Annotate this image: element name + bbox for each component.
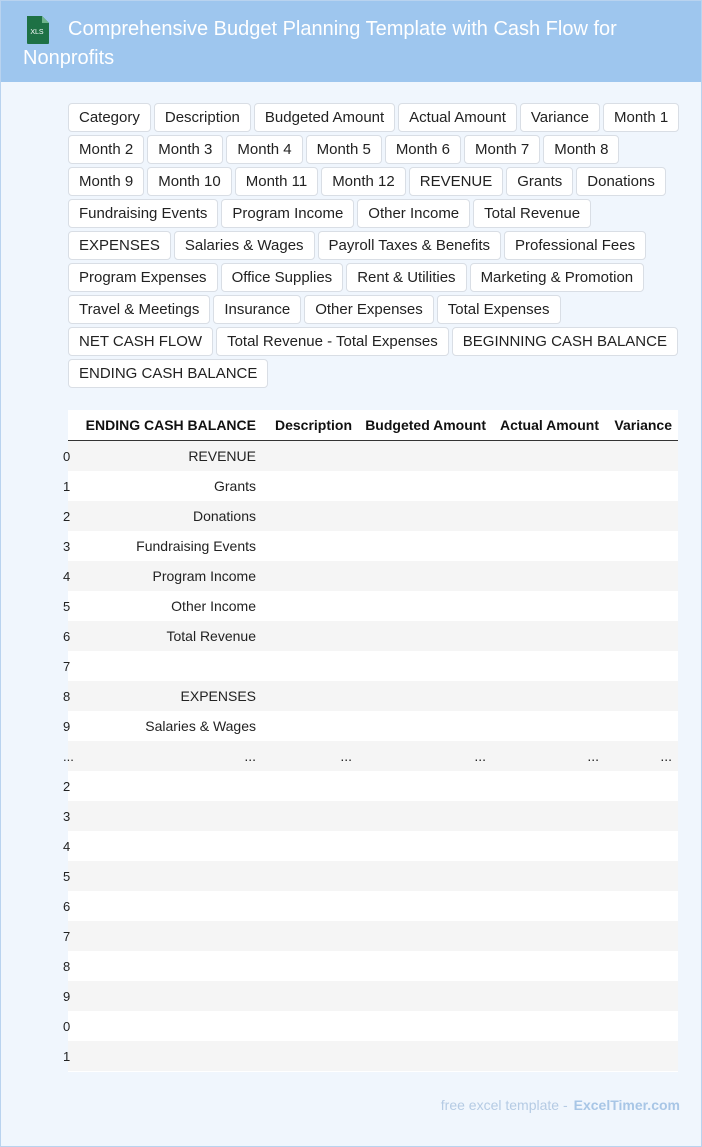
data-table	[63, 410, 678, 1071]
tag-item[interactable]: Grants	[506, 167, 573, 196]
table-cell	[605, 561, 678, 591]
tag-item[interactable]: REVENUE	[409, 167, 504, 196]
table-cell	[262, 531, 358, 561]
tag-item[interactable]: Month 10	[147, 167, 232, 196]
table-cell	[605, 801, 678, 831]
table-cell: Total Revenue	[74, 621, 262, 651]
table-cell	[358, 501, 492, 531]
tag-item[interactable]: Month 7	[464, 135, 540, 164]
table-cell: ...	[605, 741, 678, 771]
table-row	[68, 951, 678, 981]
table-cell	[262, 501, 358, 531]
tag-item[interactable]: Payroll Taxes & Benefits	[318, 231, 501, 260]
tag-item[interactable]: Month 4	[226, 135, 302, 164]
tag-item[interactable]: Budgeted Amount	[254, 103, 395, 132]
row-index: 6	[63, 628, 71, 644]
table-cell: Grants	[74, 471, 262, 501]
table-cell	[605, 771, 678, 801]
tag-item[interactable]: NET CASH FLOW	[68, 327, 213, 356]
tag-item[interactable]: Office Supplies	[221, 263, 344, 292]
table-cell: REVENUE	[74, 441, 262, 472]
table-row	[68, 471, 678, 501]
table-cell	[492, 681, 605, 711]
tag-item[interactable]: EXPENSES	[68, 231, 171, 260]
row-index: 8	[63, 958, 71, 974]
table-row	[68, 831, 678, 861]
table-cell	[492, 621, 605, 651]
footer-brand-link[interactable]: ExcelTimer.com	[573, 1097, 680, 1113]
row-index: 6	[63, 898, 71, 914]
table-cell	[492, 531, 605, 561]
table-row	[68, 891, 678, 921]
table-cell: Other Income	[74, 591, 262, 621]
table-cell	[262, 681, 358, 711]
table-cell	[492, 651, 605, 681]
table-cell	[492, 771, 605, 801]
column-header: Description	[262, 410, 358, 441]
table-cell: ...	[74, 741, 262, 771]
table-cell	[262, 921, 358, 951]
table-cell	[605, 1041, 678, 1071]
table-row	[68, 1041, 678, 1071]
table-cell	[358, 651, 492, 681]
tag-item[interactable]: Program Income	[221, 199, 354, 228]
table-cell	[358, 681, 492, 711]
tag-item[interactable]: Program Expenses	[68, 263, 218, 292]
table-row	[68, 681, 678, 711]
table-cell	[605, 981, 678, 1011]
table-cell	[358, 441, 492, 472]
table-cell	[492, 1011, 605, 1041]
table-cell	[605, 591, 678, 621]
table-cell	[74, 891, 262, 921]
tag-item[interactable]: Insurance	[213, 295, 301, 324]
table-cell	[492, 711, 605, 741]
table-row	[68, 801, 678, 831]
table-cell	[605, 951, 678, 981]
tag-item[interactable]: Month 1	[603, 103, 679, 132]
row-index: 1	[63, 1048, 71, 1064]
table-cell	[358, 531, 492, 561]
tag-item[interactable]: Month 5	[306, 135, 382, 164]
column-header: ENDING CASH BALANCE	[74, 410, 262, 441]
table-cell: Fundraising Events	[74, 531, 262, 561]
table-cell	[74, 831, 262, 861]
table-cell: Program Income	[74, 561, 262, 591]
table-cell	[358, 861, 492, 891]
table-cell	[492, 951, 605, 981]
tag-item[interactable]: Professional Fees	[504, 231, 646, 260]
table-row	[68, 531, 678, 561]
row-index: 0	[63, 1018, 71, 1034]
table-cell: EXPENSES	[74, 681, 262, 711]
tag-item[interactable]: Fundraising Events	[68, 199, 218, 228]
tag-item[interactable]: Salaries & Wages	[174, 231, 315, 260]
excel-icon-label: XLS	[30, 29, 44, 36]
row-index: 4	[63, 838, 71, 854]
table-cell	[492, 891, 605, 921]
tag-item[interactable]: Actual Amount	[398, 103, 517, 132]
page-header	[1, 1, 701, 82]
table-cell	[358, 711, 492, 741]
table-cell	[492, 471, 605, 501]
table-row	[68, 561, 678, 591]
tag-item[interactable]: Rent & Utilities	[346, 263, 466, 292]
table-row	[68, 621, 678, 651]
row-index: 4	[63, 568, 71, 584]
table-cell	[262, 471, 358, 501]
table-cell	[358, 981, 492, 1011]
row-index: 3	[63, 538, 71, 554]
table-cell: Donations	[74, 501, 262, 531]
table-cell	[74, 981, 262, 1011]
table-cell: ...	[358, 741, 492, 771]
table-cell	[492, 801, 605, 831]
table-cell	[605, 861, 678, 891]
table-cell	[492, 861, 605, 891]
tag-item[interactable]: Month 11	[235, 167, 318, 196]
tag-item[interactable]: Category	[68, 103, 151, 132]
table-cell	[492, 561, 605, 591]
table-cell	[605, 681, 678, 711]
row-index: 2	[63, 778, 71, 794]
table-cell	[358, 921, 492, 951]
tag-item[interactable]: Travel & Meetings	[68, 295, 210, 324]
table-cell	[605, 531, 678, 561]
tag-item[interactable]: Marketing & Promotion	[470, 263, 645, 292]
table-cell	[492, 921, 605, 951]
tag-item[interactable]: Month 2	[68, 135, 144, 164]
table-cell	[262, 951, 358, 981]
tag-list	[68, 103, 688, 391]
tag-item[interactable]: Month 12	[321, 167, 406, 196]
table-row	[68, 771, 678, 801]
table-cell	[358, 561, 492, 591]
table-cell	[74, 1011, 262, 1041]
table-row	[68, 1011, 678, 1041]
row-index: 7	[63, 928, 71, 944]
table-cell: ...	[262, 741, 358, 771]
table-cell	[605, 711, 678, 741]
table-cell	[262, 1011, 358, 1041]
table-cell	[605, 501, 678, 531]
table-cell	[605, 831, 678, 861]
page-title: Comprehensive Budget Planning Template with Cash Flow for Nonprofits	[23, 18, 617, 69]
row-index: ...	[63, 748, 74, 764]
tag-item[interactable]: Total Revenue - Total Expenses	[216, 327, 449, 356]
tag-item[interactable]: BEGINNING CASH BALANCE	[452, 327, 678, 356]
tag-item[interactable]: Total Expenses	[437, 295, 561, 324]
table-row	[68, 741, 678, 771]
tag-item[interactable]: Month 9	[68, 167, 144, 196]
table-cell	[492, 1041, 605, 1071]
table-header-row	[68, 410, 678, 441]
table-cell	[262, 651, 358, 681]
row-index: 9	[63, 988, 71, 1004]
table-cell	[492, 591, 605, 621]
table-cell	[605, 651, 678, 681]
table-cell	[605, 891, 678, 921]
row-index: 2	[63, 508, 71, 524]
table-row	[68, 861, 678, 891]
table-row	[68, 651, 678, 681]
table-cell	[262, 441, 358, 472]
tag-item[interactable]: Other Expenses	[304, 295, 434, 324]
table-cell	[358, 831, 492, 861]
table-cell	[262, 801, 358, 831]
table-cell	[262, 711, 358, 741]
table-cell	[358, 951, 492, 981]
row-index: 8	[63, 688, 71, 704]
table-cell	[358, 891, 492, 921]
tag-item[interactable]: Month 6	[385, 135, 461, 164]
table-cell	[262, 861, 358, 891]
row-index: 3	[63, 808, 71, 824]
table-row	[68, 921, 678, 951]
table-cell: ...	[492, 741, 605, 771]
tag-item[interactable]: Month 8	[543, 135, 619, 164]
table-cell	[358, 1011, 492, 1041]
tag-item[interactable]: Donations	[576, 167, 666, 196]
table-cell	[492, 501, 605, 531]
table-cell	[492, 441, 605, 472]
table-cell: Salaries & Wages	[74, 711, 262, 741]
column-header: Variance	[605, 410, 678, 441]
table-cell	[74, 951, 262, 981]
table-cell	[74, 1041, 262, 1071]
table-row	[68, 711, 678, 741]
table-row	[68, 591, 678, 621]
row-index: 1	[63, 478, 71, 494]
table-cell	[605, 1011, 678, 1041]
table-cell	[262, 561, 358, 591]
tag-item[interactable]: Variance	[520, 103, 600, 132]
table-cell	[358, 621, 492, 651]
footer-prefix: free excel template -	[440, 1097, 568, 1113]
table-row	[68, 501, 678, 531]
data-table-container	[63, 410, 678, 1072]
tag-item[interactable]: Other Income	[357, 199, 470, 228]
row-index: 7	[63, 658, 71, 674]
table-cell	[358, 801, 492, 831]
table-cell	[262, 591, 358, 621]
row-index: 5	[63, 868, 71, 884]
table-cell	[74, 771, 262, 801]
table-cell	[358, 1041, 492, 1071]
table-cell	[262, 621, 358, 651]
table-body	[63, 441, 678, 1072]
table-cell	[358, 771, 492, 801]
table-cell	[262, 831, 358, 861]
tag-item[interactable]: Month 3	[147, 135, 223, 164]
column-header: Budgeted Amount	[358, 410, 492, 441]
table-cell	[262, 771, 358, 801]
table-cell	[605, 471, 678, 501]
tag-item[interactable]: ENDING CASH BALANCE	[68, 359, 268, 388]
table-cell	[492, 831, 605, 861]
table-cell	[605, 621, 678, 651]
table-cell	[358, 591, 492, 621]
table-cell	[262, 1041, 358, 1071]
column-header: Actual Amount	[492, 410, 605, 441]
tag-item[interactable]: Description	[154, 103, 251, 132]
table-cell	[358, 471, 492, 501]
table-cell	[262, 891, 358, 921]
row-index: 5	[63, 598, 71, 614]
row-index: 9	[63, 718, 71, 734]
row-index: 0	[63, 448, 71, 464]
footer	[441, 1097, 680, 1113]
table-row	[68, 441, 678, 472]
table-cell	[492, 981, 605, 1011]
table-cell	[74, 921, 262, 951]
table-cell	[74, 651, 262, 681]
table-cell	[605, 921, 678, 951]
table-cell	[74, 861, 262, 891]
table-row	[68, 981, 678, 1011]
table-cell	[605, 441, 678, 472]
table-cell	[74, 801, 262, 831]
tag-item[interactable]: Total Revenue	[473, 199, 591, 228]
table-cell	[262, 981, 358, 1011]
